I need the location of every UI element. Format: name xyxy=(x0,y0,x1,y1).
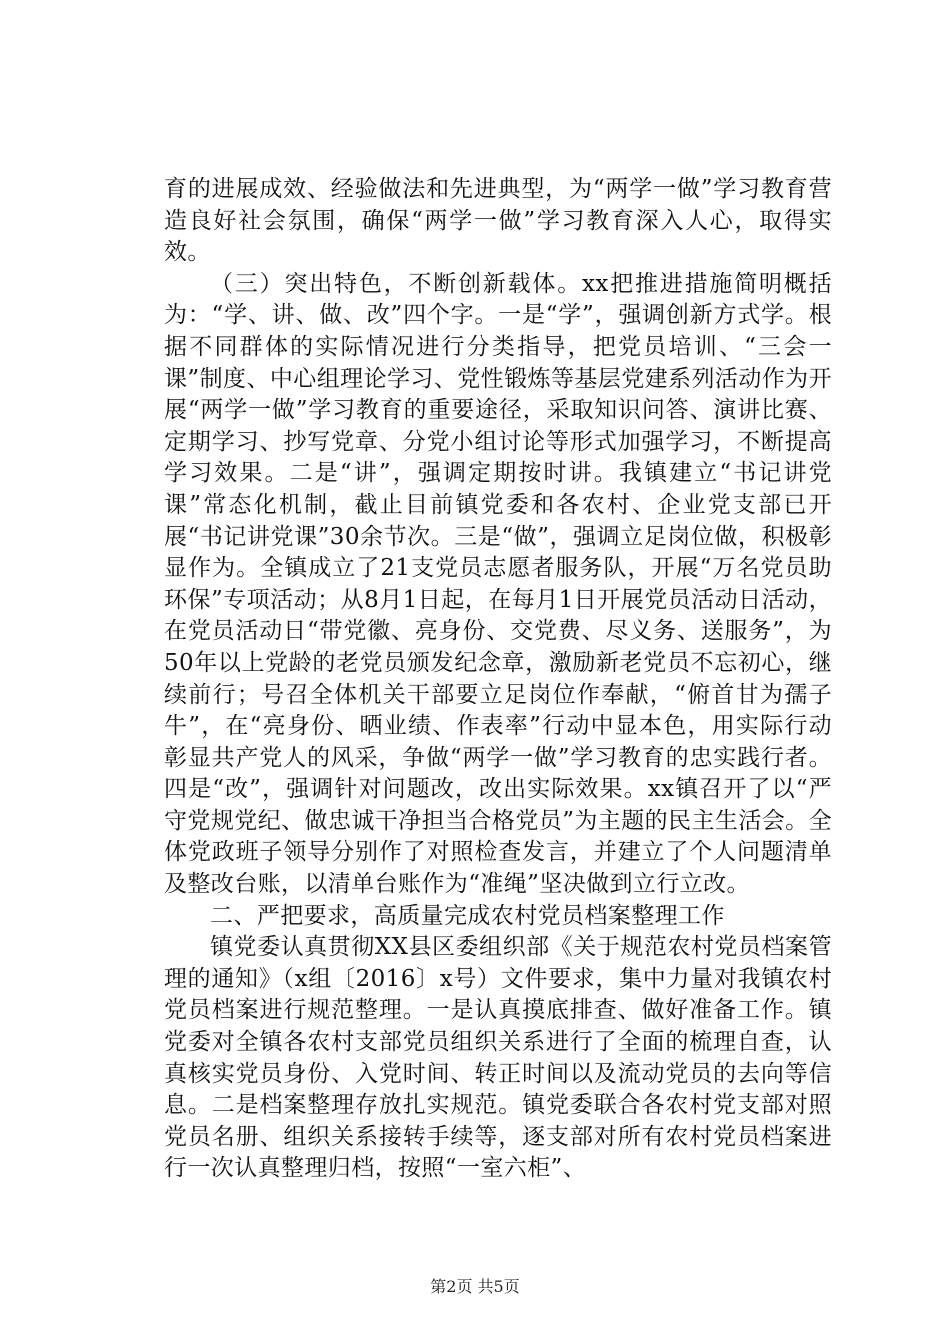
page-number-footer: 第2页 共5页 xyxy=(430,1277,520,1296)
document-body xyxy=(164,174,832,1185)
paragraph-innovation: （三）突出特色，不断创新载体。xx把推进措施简明概括为：“学、讲、做、改”四个字。一是“学”，强调创新方式学。根据不同群体的实际情况进行分类指导，把党员培训、“三会一课”制度、中心组理论学习、党性锻炼等基层党建系列活动作为开展“两学一做”学习教育的重要途径，采取知识问答、演讲比赛、定期学习、抄写党章、分党小组讨论等形式加强学习，不断提高学习效果。二是“讲”，强调定期按时讲。我镇建立“书记讲党课”常态化机制，截止目前镇党委和各农村、企业党支部已开展“书记讲党课”30余节次。三是“做”，强调立足岗位做，积极彰显作为。全镇成立了21支党员志愿者服务队，开展“万名党员助环保”专项活动；从8月1日起，在每月1日开展党员活动日活动，在党员活动日“带党徽、亮身份、交党费、尽义务、送服务”，为50年以上党龄的老党员颁发纪念章，激励新老党员不忘初心，继续前行；号召全体机关干部要立足岗位作奉献，“俯首甘为孺子牛”，在“亮身份、晒业绩、作表率”行动中显本色，用实际行动彰显共产党人的风采，争做“两学一做”学习教育的忠实践行者。四是“改”，强调针对问题改，改出实际效果。xx镇召开了以“严守党规党纪、做忠诚干净担当合格党员”为主题的民主生活会。全体党政班子领导分别作了对照检查发言，并建立了个人问题清单及整改台账，以清单台账作为“准绳”坚决做到立行立改。 xyxy=(164,270,832,898)
paragraph-continuation: 育的进展成效、经验做法和先进典型，为“两学一做”学习教育营造良好社会氛围，确保“两学一做”学习教育深入人心，取得实效。 xyxy=(164,176,832,266)
section-heading-archives: 二、严把要求，高质量完成农村党员档案整理工作 xyxy=(210,902,725,929)
paragraph-archives: 镇党委认真贯彻XX县区委组织部《关于规范农村党员档案管理的通知》（x组〔2016〕x号）文件要求，集中力量对我镇农村党员档案进行规范整理。一是认真摸底排查、做好准备工作。镇党委对全镇各农村支部党员组织关系进行了全面的梳理自查，认真核实党员身份、入党时间、转正时间以及流动党员的去向等信息。二是档案整理存放扎实规范。镇党委联合各农村党支部对照党员名册、组织关系接转手续等，逐支部对所有农村党员档案进行一次认真整理归档，按照“一室六柜”、 xyxy=(164,934,832,1182)
